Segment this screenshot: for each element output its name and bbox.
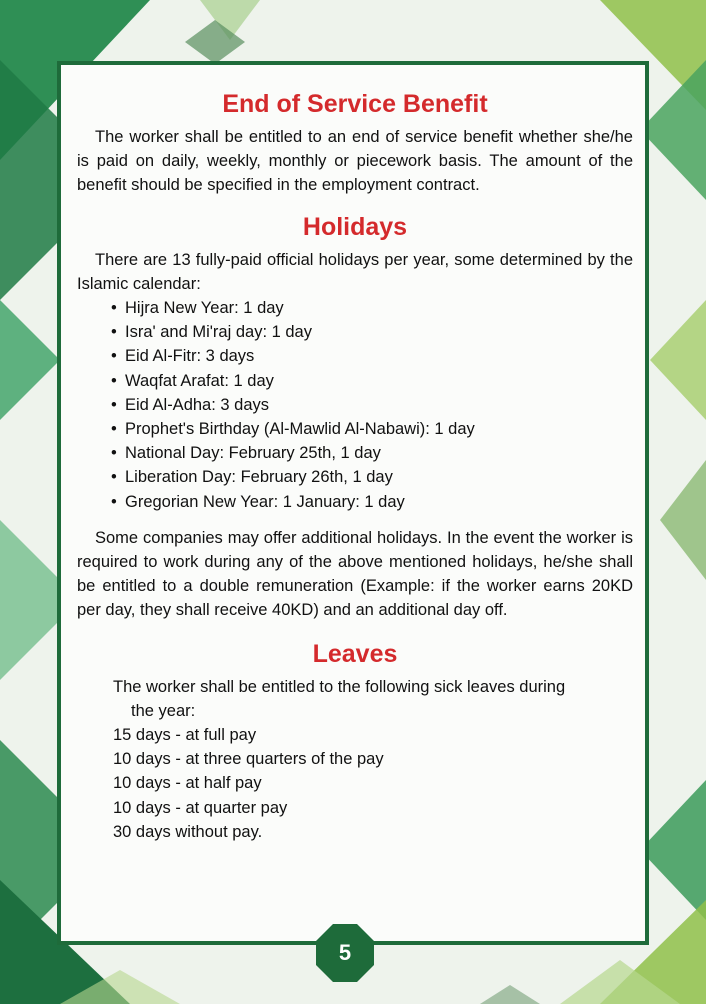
list-item: • Eid Al-Adha: 3 days	[111, 393, 633, 417]
holidays-intro: There are 13 fully-paid official holidays per year, some determined by the Islamic calendar:	[77, 250, 633, 293]
bullet-icon: •	[111, 420, 117, 439]
bullet-icon: •	[111, 395, 117, 414]
leaves-heading: Leaves	[312, 639, 398, 668]
bullet-icon: •	[111, 468, 117, 487]
bullet-icon: •	[111, 371, 117, 390]
list-item: 10 days - at three quarters of the pay	[113, 750, 384, 769]
bullet-icon: •	[111, 347, 117, 366]
end-of-service-heading: End of Service Benefit	[222, 90, 488, 118]
list-item: • Isra' and Mi'raj day: 1 day	[111, 320, 633, 344]
holidays-note: Some companies may offer additional holidays. In the event the worker is required to work during any of the above mentioned holidays, he/she shall be entitled to a double remuneration (Example: if the worker earns 20KD per day, they shall receive 40KD) and an additional day off.	[77, 528, 633, 620]
list-item: • Eid Al-Fitr: 3 days	[111, 344, 633, 368]
holidays-heading: Holidays	[302, 212, 408, 241]
list-item: • Waqfat Arafat: 1 day	[111, 369, 633, 393]
page-number: 5	[338, 940, 352, 965]
list-item: • National Day: February 25th, 1 day	[111, 441, 633, 465]
bullet-icon: •	[111, 444, 117, 463]
list-item: • Hijra New Year: 1 day	[111, 296, 633, 320]
list-item: • Gregorian New Year: 1 January: 1 day	[111, 490, 633, 514]
list-item: • Liberation Day: February 26th, 1 day	[111, 465, 633, 489]
list-item: 30 days without pay.	[113, 822, 263, 841]
list-item: 10 days - at quarter pay	[113, 798, 288, 817]
leaves-block	[77, 675, 633, 844]
holidays-list	[77, 296, 633, 514]
end-of-service-paragraph: The worker shall be entitled to an end of service benefit whether she/he is paid on daily, weekly, monthly or piecework basis. The amount of the benefit should be specified in the employment contract.	[77, 128, 633, 195]
bullet-icon: •	[111, 323, 117, 342]
bullet-icon: •	[111, 492, 117, 511]
leaves-intro: The worker shall be entitled to the following sick leaves during the year:	[113, 677, 566, 720]
page-content	[77, 89, 633, 844]
list-item: 10 days - at half pay	[113, 774, 262, 793]
list-item: 15 days - at full pay	[113, 726, 257, 745]
bullet-icon: •	[111, 299, 117, 318]
content-panel	[57, 61, 649, 945]
list-item: • Prophet's Birthday (Al-Mawlid Al-Nabawi): 1 day	[111, 417, 633, 441]
page-number-badge	[315, 923, 375, 983]
